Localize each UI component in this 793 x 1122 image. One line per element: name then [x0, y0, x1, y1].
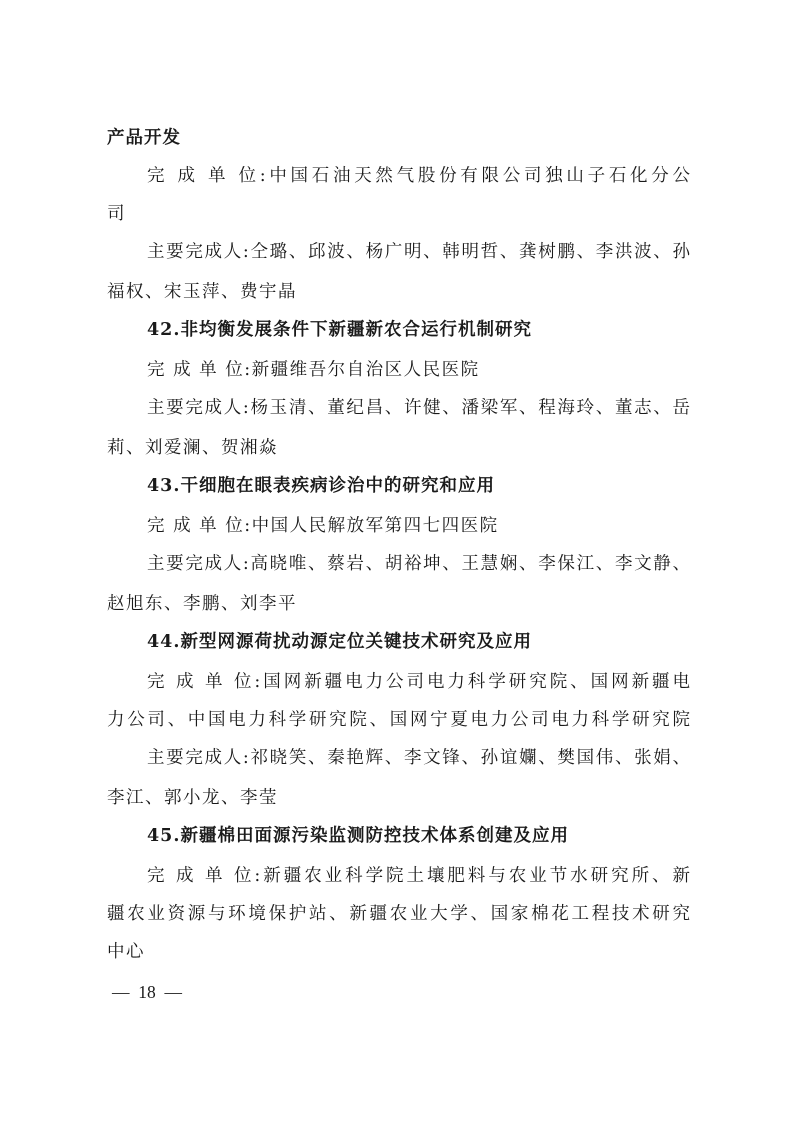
completing-unit: 完 成 单 位:新疆农业科学院土壤肥料与农业节水研究所、新 [147, 866, 690, 886]
main-contributors: 主要完成人:仝璐、邱波、杨广明、韩明哲、龚树鹏、李洪波、孙 [147, 242, 690, 262]
completing-unit-continued: 司 [107, 204, 126, 224]
completing-unit-continued: 中心 [107, 942, 145, 962]
completing-unit: 完 成 单 位:新疆维吾尔自治区人民医院 [147, 360, 480, 380]
main-contributors-continued: 福权、宋玉萍、费宇晶 [107, 282, 297, 302]
item-title-43: 43.干细胞在眼表疾病诊治中的研究和应用 [147, 476, 495, 496]
main-contributors: 主要完成人:杨玉清、董纪昌、许健、潘梁军、程海玲、董志、岳 [147, 398, 690, 418]
page-number: — 18 — [112, 982, 182, 1002]
main-contributors: 主要完成人:祁晓笑、秦艳辉、李文锋、孙谊孄、樊国伟、张娟、 [147, 748, 690, 768]
main-contributors-continued: 莉、刘爱澜、贺湘焱 [107, 438, 278, 458]
item-title-continued: 产品开发 [107, 128, 181, 148]
item-title-42: 42.非均衡发展条件下新疆新农合运行机制研究 [147, 320, 532, 340]
completing-unit: 完 成 单 位:国网新疆电力公司电力科学研究院、国网新疆电 [147, 672, 690, 692]
item-title-44: 44.新型网源荷扰动源定位关键技术研究及应用 [147, 632, 532, 652]
completing-unit: 完 成 单 位:中国石油天然气股份有限公司独山子石化分公 [147, 166, 690, 186]
completing-unit-continued: 疆农业资源与环境保护站、新疆农业大学、国家棉花工程技术研究 [107, 904, 690, 924]
main-contributors-continued: 赵旭东、李鹏、刘李平 [107, 594, 297, 614]
main-contributors-continued: 李江、郭小龙、李莹 [107, 788, 278, 808]
item-title-45: 45.新疆棉田面源污染监测防控技术体系创建及应用 [147, 826, 569, 846]
main-contributors: 主要完成人:高晓唯、蔡岩、胡裕坤、王慧娴、李保江、李文静、 [147, 554, 690, 574]
completing-unit: 完 成 单 位:中国人民解放军第四七四医院 [147, 516, 499, 536]
completing-unit-continued: 力公司、中国电力科学研究院、国网宁夏电力公司电力科学研究院 [107, 710, 690, 730]
